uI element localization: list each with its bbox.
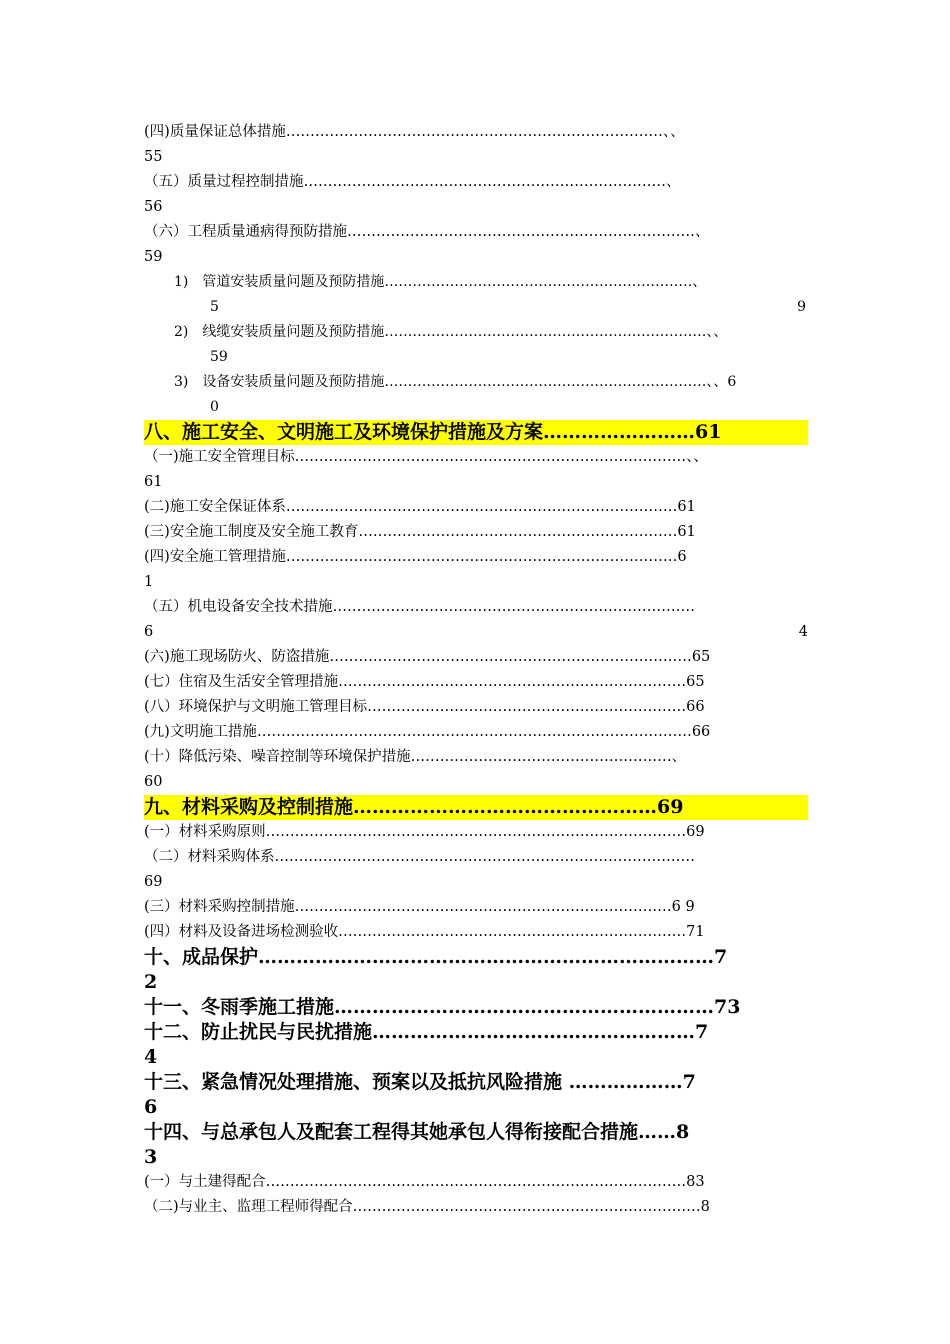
toc-entry-line: 3 xyxy=(144,1146,158,1168)
toc-entry-title: (四)安全施工管理措施………………………………………………………………………6 xyxy=(144,549,687,565)
toc-entry-line xyxy=(144,295,808,320)
toc-entry-title: （五）质量过程控制措施…………………………………………………………………、 xyxy=(144,174,681,190)
toc-entry-title: (八）环境保护与文明施工管理目标…………………………………………………………66 xyxy=(144,699,705,715)
toc-entry[interactable] xyxy=(144,1120,808,1170)
toc-entry-title: (一）材料采购原则……………………………………………………………………………69 xyxy=(144,824,705,840)
toc-entry-line: 2 xyxy=(144,971,158,993)
toc-entry[interactable] xyxy=(144,545,808,595)
toc-entry[interactable] xyxy=(144,995,808,1020)
toc-entry-title: （六）工程质量通病得预防措施………………………………………………………………、 xyxy=(144,224,710,240)
toc-entry-title: 十四、与总承包人及配套工程得其她承包人得衔接配合措施……8 xyxy=(144,1121,690,1143)
toc-entry[interactable] xyxy=(144,445,808,495)
toc-entry-title: 2) 线缆安装质量问题及预防措施……………………………………………………………、、 xyxy=(174,324,728,340)
toc-entry-line: 59 xyxy=(210,349,228,365)
toc-page-number-part: 5 xyxy=(210,299,219,315)
toc-entry[interactable] xyxy=(144,1195,808,1220)
toc-entry-title: （五）机电设备安全技术措施………………………………………………………………… xyxy=(144,599,695,615)
toc-entry[interactable] xyxy=(144,270,808,320)
toc-entry[interactable] xyxy=(144,170,808,220)
toc-entry-title: 八、施工安全、文明施工及环境保护措施及方案……………………61 xyxy=(144,420,808,445)
toc-entry-title: 3) 设备安装质量问题及预防措施……………………………………………………………、、6 xyxy=(174,374,737,390)
toc-entry[interactable] xyxy=(144,670,808,695)
toc-entry-line: 60 xyxy=(144,774,163,790)
toc-entry-line: 55 xyxy=(144,149,163,165)
toc-entry[interactable] xyxy=(144,595,808,645)
toc-entry-title: (二)施工安全保证体系………………………………………………………………………61 xyxy=(144,499,696,515)
toc-entry[interactable] xyxy=(144,795,808,820)
toc-entry[interactable] xyxy=(144,220,808,270)
toc-entry[interactable] xyxy=(144,370,808,420)
toc-entry-title: (六)施工现场防火、防盗措施…………………………………………………………………65 xyxy=(144,649,711,665)
toc-page xyxy=(144,120,808,1220)
toc-entry-title: (四)质量保证总体措施……………………………………………………………………、、 xyxy=(144,124,685,140)
toc-entry-title: 1) 管道安装质量问题及预防措施…………………………………………………………、 xyxy=(174,274,707,290)
toc-entry[interactable] xyxy=(144,945,808,995)
toc-entry[interactable] xyxy=(144,720,808,745)
toc-entry-title: （二）材料采购体系…………………………………………………………………………… xyxy=(144,849,695,865)
toc-entry[interactable] xyxy=(144,845,808,895)
toc-entry[interactable] xyxy=(144,520,808,545)
toc-entry[interactable] xyxy=(144,120,808,170)
toc-entry-title: (四）材料及设备进场检测验收………………………………………………………………71 xyxy=(144,924,705,940)
toc-entry-line: 61 xyxy=(144,474,163,490)
toc-entry[interactable] xyxy=(144,745,808,795)
toc-entry-title: 十三、紧急情况处理措施、预案以及抵抗风险措施 ………………7 xyxy=(144,1071,696,1093)
toc-entry-line: 0 xyxy=(210,399,219,415)
toc-entry-line: 4 xyxy=(144,1046,158,1068)
toc-entry-line xyxy=(144,620,808,645)
toc-entry-title: 九、材料采购及控制措施…………………………………………69 xyxy=(144,795,808,820)
toc-entry-title: (九)文明施工措施………………………………………………………………………………66 xyxy=(144,724,711,740)
toc-entry-title: (三)安全施工制度及安全施工教育…………………………………………………………61 xyxy=(144,524,696,540)
toc-entry-line: 1 xyxy=(144,574,154,590)
toc-entry-title: (三）材料采购控制措施……………………………………………………………………6 9 xyxy=(144,899,695,915)
toc-entry[interactable] xyxy=(144,920,808,945)
toc-entry[interactable] xyxy=(144,645,808,670)
toc-entry[interactable] xyxy=(144,1020,808,1070)
toc-entry[interactable] xyxy=(144,1070,808,1120)
toc-entry-line: 59 xyxy=(144,249,163,265)
toc-entry-title: （一)施工安全管理目标………………………………………………………………………、、 xyxy=(144,449,708,465)
toc-entry[interactable] xyxy=(144,695,808,720)
toc-entry[interactable] xyxy=(144,895,808,920)
toc-page-number-part: 6 xyxy=(144,624,154,640)
toc-page-number-part: 9 xyxy=(797,299,806,315)
toc-entry[interactable] xyxy=(144,495,808,520)
toc-entry-title: （二)与业主、监理工程师得配合………………………………………………………………8 xyxy=(144,1199,710,1215)
toc-entry-title: (七）住宿及生活安全管理措施………………………………………………………………65 xyxy=(144,674,705,690)
toc-entry-title: 十、成品保护………………………………………………………………7 xyxy=(144,946,728,968)
toc-entry-title: (一）与土建得配合……………………………………………………………………………83 xyxy=(144,1174,705,1190)
toc-entry-line: 69 xyxy=(144,874,163,890)
toc-entry[interactable] xyxy=(144,320,808,370)
toc-entry-line: 56 xyxy=(144,199,163,215)
toc-entry-title: 十一、冬雨季施工措施……………………………………………………73 xyxy=(144,996,741,1018)
toc-entry[interactable] xyxy=(144,420,808,445)
toc-entry-line: 6 xyxy=(144,1096,158,1118)
toc-entry[interactable] xyxy=(144,1170,808,1195)
toc-entry-title: (十）降低污染、噪音控制等环境保护措施………………………………………………、 xyxy=(144,749,687,765)
toc-entry-title: 十二、防止扰民与民扰措施……………………………………………7 xyxy=(144,1021,709,1043)
toc-entry[interactable] xyxy=(144,820,808,845)
toc-page-number-part: 4 xyxy=(798,624,808,640)
